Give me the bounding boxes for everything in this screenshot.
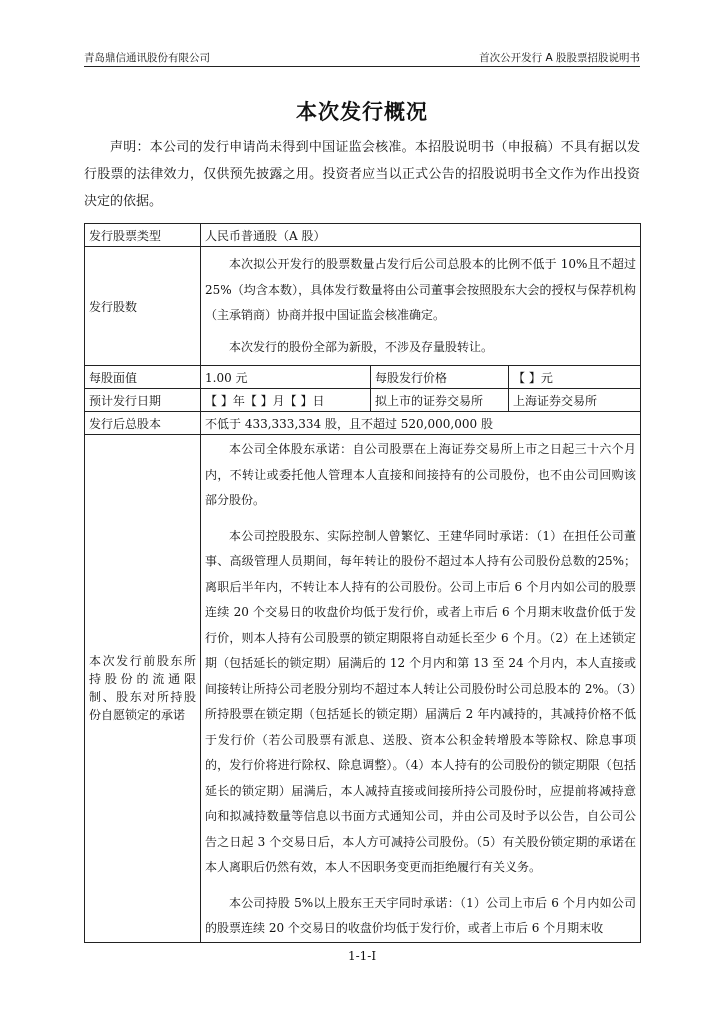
table-row <box>85 389 641 412</box>
stock-type-label: 发行股票类型 <box>85 224 201 247</box>
lockup-label: 本次发行前股东所持股份的流通限制、股东对所持股份自愿锁定的承诺 <box>89 654 196 723</box>
table-row <box>85 247 641 366</box>
lockup-cell <box>201 435 641 943</box>
lockup-label-cell <box>85 435 201 943</box>
page-header <box>84 50 640 67</box>
lockup-paragraph-2: 本公司控股股东、实际控制人曾繁忆、王建华同时承诺：（1）在担任公司董事、高级管理人员期间，每年转让的股份不超过本人持有公司股份总数的25%；离职后半年内，不转让本人持有的公司股份。公司上市后 6 个月内如公司的股票连续 20 个交易日的收盘价均低于发行价，或者上市后 6 个月期末收盘价低于发行价，则本人持有公司股票的锁定期限将自动延长至少 6 个月。（2）在上述锁定期（包括延长的锁定期）届满后的 12 个月内和第 13 至 24 个月内，本人直接或间接转让所持公司老股分别均不超过本人转让公司股份时公司总股本的 2%。（3）所持股票在锁定期（包括延长的锁定期）届满后 2 年内减持的，其减持价格不低于发行价（若公司股票有派息、送股、资本公积金转增股本等除权、除息事项的，发行价将进行除权、除息调整）。（4）本人持有的公司股份的锁定期限（包括延长的锁定期）届满后，本人减持直接或间接所持公司股份时，应提前将减持意向和拟减持数量等信息以书面方式通知公司，并由公司及时予以公告，自公司公告之日起 3 个交易日后，本人方可减持公司股份。（5）有关股份锁定期的承诺在本人离职后仍然有效，本人不因职务变更而拒绝履行有关义务。 <box>205 528 637 874</box>
offering-overview-table <box>84 223 641 943</box>
exchange-value: 上海证券交易所 <box>509 389 641 412</box>
exchange-label: 拟上市的证券交易所 <box>371 389 509 412</box>
table-row <box>85 366 641 389</box>
shares-cell <box>201 247 641 366</box>
par-value-value: 1.00 元 <box>201 366 371 389</box>
lockup-paragraph-3: 本公司持股 5%以上股东王天宇同时承诺：（1）公司上市后 6 个月内如公司的股票连续 20 个交易日的收盘价均低于发行价，或者上市后 6 个月期末收 <box>205 895 637 935</box>
shares-label: 发行股数 <box>85 247 201 366</box>
lockup-paragraph-1: 本公司全体股东承诺：自公司股票在上海证券交易所上市之日起三十六个月内，不转让或委托他人管理本人直接和间接持有的公司股份，也不由公司回购该部分股份。 <box>205 442 637 507</box>
stock-type-value: 人民币普通股（A 股） <box>201 224 641 247</box>
page-number: 1-1-I <box>347 949 377 963</box>
shares-paragraph-1: 本次拟公开发行的股票数量占发行后公司总股本的比例不低于 10%且不超过 25%（均含本数），具体发行数量将由公司董事会按照股东大会的授权与保荐机构（主承销商）协商并报中国证监会核准确定。 <box>205 257 637 322</box>
issue-price-value: 【 】元 <box>509 366 641 389</box>
declaration-paragraph: 声明：本公司的发行申请尚未得到中国证监会核准。本招股说明书（申报稿）不具有据以发行股票的法律效力，仅供预先披露之用。投资者应当以正式公告的招股说明书全文作为作出投资决定的依据。 <box>84 140 640 209</box>
table-row <box>85 224 641 247</box>
total-capital-label: 发行后总股本 <box>85 412 201 435</box>
page-title: 本次发行概况 <box>296 100 428 124</box>
issue-date-value: 【 】年【 】月【 】日 <box>201 389 371 412</box>
issue-price-label: 每股发行价格 <box>371 366 509 389</box>
table-row <box>85 435 641 943</box>
header-company: 青岛鼎信通讯股份有限公司 <box>84 52 210 64</box>
table-row <box>85 412 641 435</box>
total-capital-value: 不低于 433,333,334 股，且不超过 520,000,000 股 <box>201 412 641 435</box>
header-document-title: 首次公开发行 A 股股票招股说明书 <box>479 52 640 64</box>
shares-paragraph-2: 本次发行的股份全部为新股，不涉及存量股转让。 <box>229 339 494 354</box>
issue-date-label: 预计发行日期 <box>85 389 201 412</box>
par-value-label: 每股面值 <box>85 366 201 389</box>
